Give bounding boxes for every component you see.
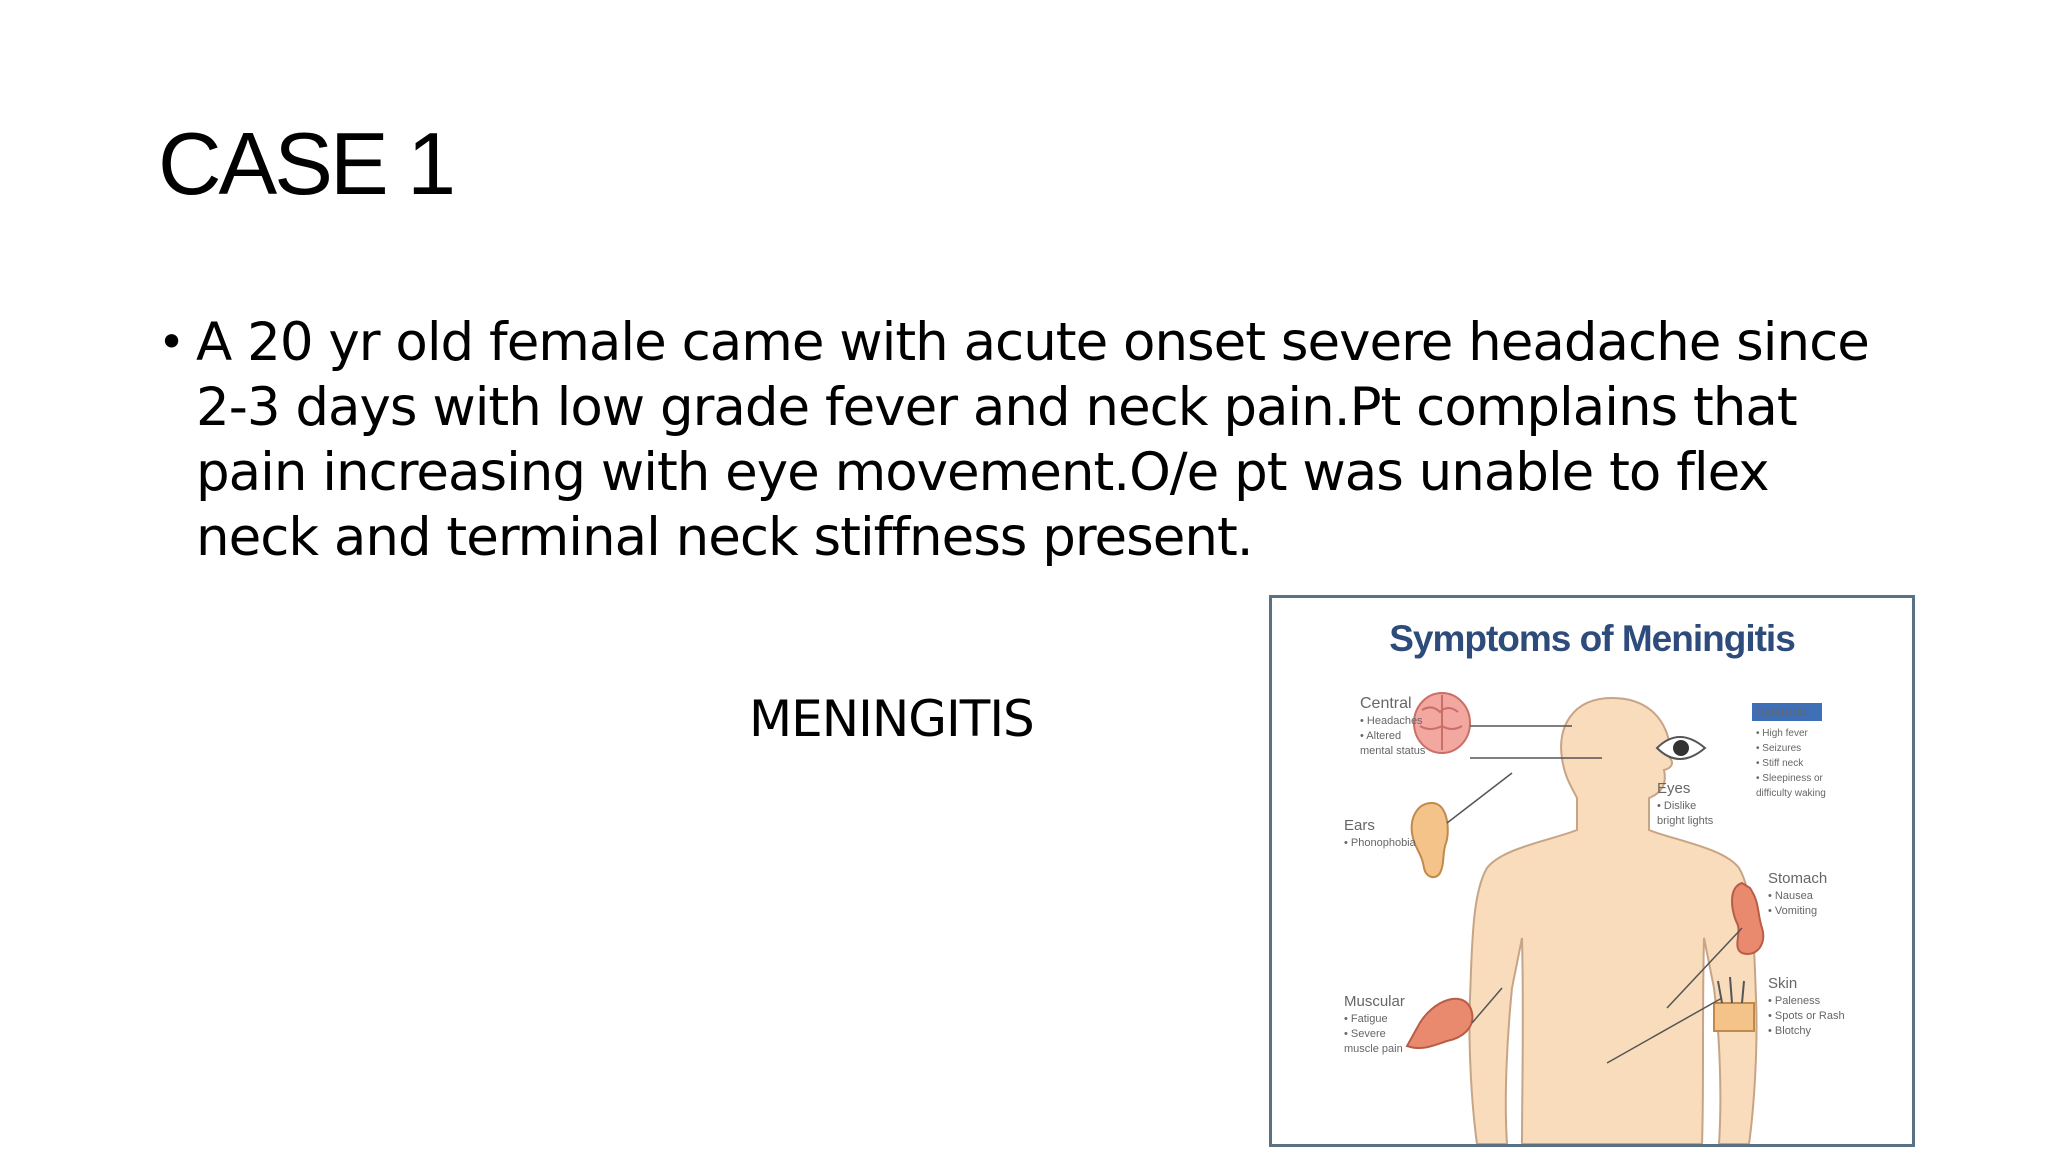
label-muscular-item: • Fatigue (1344, 1013, 1388, 1025)
label-eyes-item: bright lights (1657, 815, 1714, 827)
meningitis-symptoms-figure (1269, 595, 1915, 1147)
label-stomach-item: • Vomiting (1768, 905, 1818, 917)
diagnosis-label: MENINGITIS (749, 690, 1034, 748)
label-muscular-item: • Severe (1344, 1028, 1386, 1040)
bullet-text: A 20 yr old female came with acute onset severe headache since 2-3 days with low grade fever and neck pain.Pt complains that pain increasing with eye movement.O/e pt was unable to flex neck and terminal neck stiffness present. (196, 312, 1869, 568)
label-systemic-item: • Stiff neck (1756, 758, 1804, 769)
bullet-icon: • (158, 315, 185, 369)
label-skin-item: • Paleness (1768, 995, 1821, 1007)
label-central-heading: Central (1360, 695, 1412, 712)
label-central-item: mental status (1360, 745, 1426, 757)
label-muscular-item: muscle pain (1344, 1043, 1403, 1055)
label-central-item: • Headaches (1360, 715, 1423, 727)
label-systemic-heading: Systemic (1756, 704, 1809, 719)
label-stomach-heading: Stomach (1768, 870, 1828, 887)
label-central-item: • Altered (1360, 730, 1402, 742)
figure-title: Symptoms of Meningitis (1389, 618, 1795, 659)
label-eyes-item: • Dislike (1657, 800, 1697, 812)
figure-illustration (1272, 598, 1912, 1144)
slide-title: CASE 1 (158, 114, 454, 213)
label-systemic-item: • High fever (1756, 728, 1808, 739)
stomach-icon (1732, 883, 1763, 954)
label-eyes-heading: Eyes (1657, 780, 1691, 797)
case-description (158, 310, 1898, 570)
label-ears-heading: Ears (1344, 817, 1375, 834)
label-skin-item: • Blotchy (1768, 1025, 1811, 1037)
human-body-silhouette (1469, 698, 1756, 1144)
bullet-item (158, 310, 1898, 570)
label-stomach-item: • Nausea (1768, 890, 1813, 902)
label-systemic-item: • Sleepiness or (1756, 773, 1823, 784)
label-ears-item: • Phonophobia (1344, 837, 1416, 849)
label-muscular-heading: Muscular (1344, 993, 1405, 1010)
label-systemic-item: difficulty waking (1756, 788, 1826, 799)
ear-icon (1412, 803, 1448, 877)
muscle-arm-icon (1407, 999, 1472, 1048)
label-skin-item: • Spots or Rash (1768, 1010, 1845, 1022)
label-systemic-item: • Seizures (1756, 743, 1802, 754)
label-skin-heading: Skin (1768, 975, 1798, 992)
